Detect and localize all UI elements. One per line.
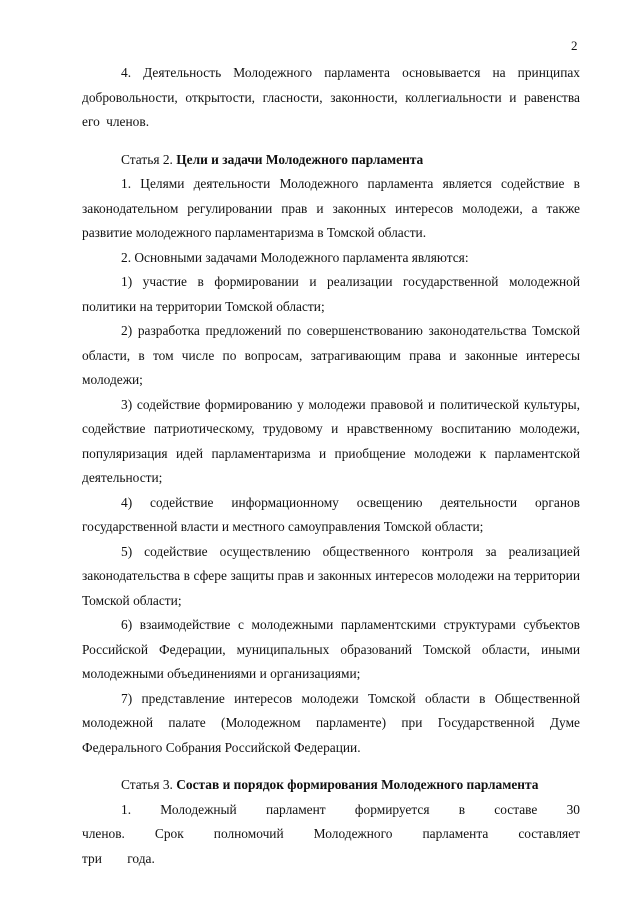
article-2-title: Цели и задачи Молодежного парламента bbox=[176, 151, 424, 167]
document-body bbox=[82, 61, 580, 871]
article-3-heading bbox=[82, 773, 580, 798]
paragraph-principles: 4. Деятельность Молодежного парламента основывается на принципах добровольности, открытости, гласности, законности, коллегиальности и равенства его членов. bbox=[82, 65, 580, 129]
article-2-prefix: Статья 2. bbox=[121, 151, 173, 167]
article-3-title: Состав и порядок формирования Молодежного парламента bbox=[176, 777, 539, 792]
article-2-item: 7) представление интересов молодежи Томской области в Общественной молодежной палате (Молодежном парламенте) при Государственной Думе Федерального Собрания Российской Федерации. bbox=[82, 690, 580, 755]
article-2-heading bbox=[82, 148, 580, 173]
page-number: 2 bbox=[571, 38, 578, 53]
article-2-item: 1. Целями деятельности Молодежного парламента является содействие в законодательном регулировании прав и законных интересов молодежи, а также развитие молодежного парламентаризма в Томской области. bbox=[82, 176, 580, 240]
article-3-item: 1. Молодежный парламент формируется в составе 30 членов. Срок полномочий Молодежного парламента составляет три года. bbox=[82, 801, 580, 866]
article-2-item: 5) содействие осуществлению общественного контроля за реализацией законодательства в сфере защиты прав и законных интересов молодежи на территории Томской области; bbox=[82, 543, 580, 608]
article-2-item: 4) содействие информационному освещению деятельности органов государственной власти и местного самоуправления Томской области; bbox=[82, 494, 580, 534]
article-2-item: 2. Основными задачами Молодежного парламента являются: bbox=[121, 249, 469, 265]
article-2-item: 3) содействие формированию у молодежи правовой и политической культуры, содействие патриотическому, трудовому и нравственному воспитанию молодежи, популяризация идей парламентаризма и приобщение молодежи к парламентской деятельности; bbox=[82, 396, 580, 485]
article-2-item: 6) взаимодействие с молодежными парламентскими структурами субъектов Российской Федерации, муниципальных образований Томской области, иными молодежными объединениями и организациями; bbox=[82, 617, 580, 681]
article-2-item: 1) участие в формировании и реализации государственной молодежной политики на территории Томской области; bbox=[82, 274, 580, 314]
article-2-item: 2) разработка предложений по совершенствованию законодательства Томской области, в том числе по вопросам, затрагивающим права и законные интересы молодежи; bbox=[82, 323, 580, 387]
article-3-prefix: Статья 3. bbox=[121, 777, 173, 792]
